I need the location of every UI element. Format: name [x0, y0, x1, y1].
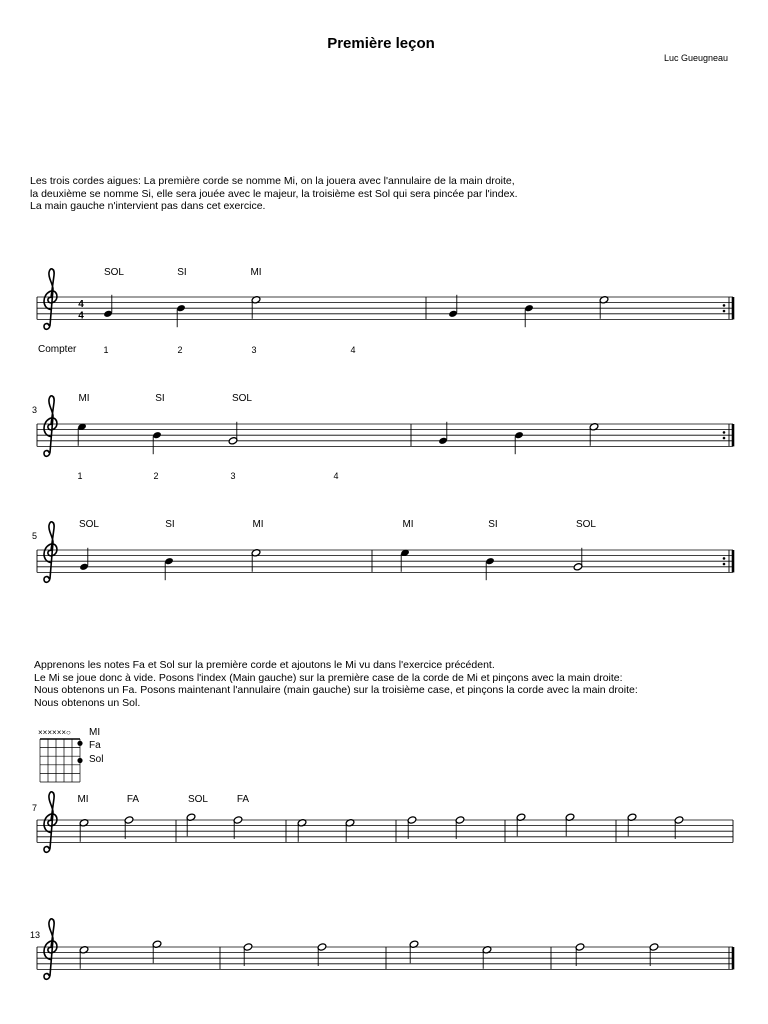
paragraph-line: Les trois cordes aigues: La première corde se nomme Mi, on la jouera avec l'annulaire de la main droite, [30, 175, 515, 187]
note-name-label: MI [402, 519, 414, 530]
note-name-label: SOL [187, 794, 209, 805]
note-name-label: SI [155, 393, 165, 404]
chord-label-fa: Fa [89, 740, 101, 751]
repeat-dot [723, 437, 726, 440]
note-name-label: SI [177, 267, 187, 278]
half-note [228, 422, 238, 445]
note-name-label: MI [78, 393, 90, 404]
clef-stroke [44, 792, 57, 852]
quarter-note [152, 431, 162, 454]
half-note [573, 548, 583, 571]
half-note [409, 940, 419, 963]
clef-stroke [44, 919, 57, 979]
half-note [565, 813, 575, 836]
composer-name: Luc Gueugneau [663, 53, 728, 63]
repeat-dot [723, 557, 726, 560]
quarter-note [485, 557, 495, 580]
half-note [599, 296, 609, 319]
page-title: Première leçon [327, 35, 435, 52]
half-note [482, 946, 492, 969]
treble-clef-icon [44, 269, 57, 329]
half-note [516, 813, 526, 836]
measure-number: 7 [32, 803, 38, 813]
half-note [317, 943, 327, 966]
repeat-dot [723, 563, 726, 566]
quarter-note [524, 304, 534, 327]
paragraph-line: Apprenons les notes Fa et Sol sur la première corde et ajoutons le Mi vu dans l'exercice précédent. [34, 659, 495, 671]
chord-label-mi: MI [89, 727, 101, 738]
finger-dot [77, 758, 82, 763]
repeat-dot [723, 431, 726, 434]
half-note [233, 816, 243, 839]
treble-clef-icon [44, 919, 57, 979]
note-name-label: SOL [78, 519, 100, 530]
repeat-dot [723, 310, 726, 313]
quarter-note [448, 295, 458, 318]
note-name-label: SOL [575, 519, 597, 530]
half-note [455, 816, 465, 839]
chord-diagram [38, 727, 103, 782]
half-note [674, 816, 684, 839]
half-note [124, 816, 134, 839]
half-note [297, 819, 307, 842]
count-number: 1 [103, 345, 109, 355]
note-name-label: MI [250, 267, 262, 278]
time-signature-bottom: 4 [78, 310, 84, 322]
half-note [407, 816, 417, 839]
half-note [79, 946, 89, 969]
quarter-note [176, 304, 186, 327]
quarter-note [77, 423, 87, 446]
half-note [152, 940, 162, 963]
half-note [251, 549, 261, 572]
quarter-note [103, 295, 113, 318]
paragraph-line: Le Mi se joue donc à vide. Posons l'index (Main gauche) sur la première case de la corde de Mi et pinçons avec la main droite: [34, 671, 623, 684]
quarter-note [400, 549, 410, 572]
clef-stroke [44, 522, 57, 582]
paragraph-line: la deuxième se nomme Si, elle sera jouée avec le majeur, la troisième est Sol qui sera pincée par l'index. [30, 187, 518, 200]
half-note [251, 296, 261, 319]
half-note [627, 813, 637, 836]
treble-clef-icon [44, 792, 57, 852]
note-name-label: MI [252, 519, 264, 530]
treble-clef-icon [44, 522, 57, 582]
clef-stroke [44, 269, 57, 329]
note-name-label: SI [488, 519, 498, 530]
note-name-label: FA [236, 794, 250, 805]
measure-number: 5 [32, 531, 38, 541]
quarter-note [79, 548, 89, 571]
paragraph-line: Nous obtenons un Sol. [34, 696, 141, 709]
time-signature-top: 4 [78, 299, 84, 311]
repeat-dot [723, 304, 726, 307]
quarter-note [164, 557, 174, 580]
note-name-label: MI [77, 794, 89, 805]
quarter-note [438, 422, 448, 445]
half-note [243, 943, 253, 966]
measure-number: 3 [32, 405, 38, 415]
count-number: 2 [153, 471, 159, 481]
treble-clef-icon [44, 396, 57, 456]
string-marks: ××××××○ [38, 728, 71, 737]
clef-stroke [44, 396, 57, 456]
count-number: 3 [230, 471, 236, 481]
count-number: 4 [333, 471, 339, 481]
count-number: 2 [177, 345, 183, 355]
half-note [589, 423, 599, 446]
half-note [649, 943, 659, 966]
paragraph-line: Nous obtenons un Fa. Posons maintenant l'annulaire (main gauche) sur la troisième case, et pinçons la corde avec la main droite: [34, 684, 638, 696]
finger-dot [77, 741, 82, 746]
note-name-label: SOL [103, 267, 125, 278]
note-name-label: SOL [231, 393, 253, 404]
count-number: 4 [350, 345, 356, 355]
half-note [345, 819, 355, 842]
chord-label-sol: Sol [89, 754, 104, 765]
note-name-label: SI [165, 519, 175, 530]
half-note [186, 813, 196, 836]
count-label: Compter [38, 344, 77, 355]
half-note [79, 819, 89, 842]
count-number: 1 [77, 471, 83, 481]
quarter-note [514, 431, 524, 454]
count-number: 3 [251, 345, 257, 355]
measure-number: 13 [30, 930, 41, 940]
paragraph-line: La main gauche n'intervient pas dans cet exercice. [30, 200, 266, 212]
note-name-label: FA [126, 794, 140, 805]
half-note [575, 943, 585, 966]
